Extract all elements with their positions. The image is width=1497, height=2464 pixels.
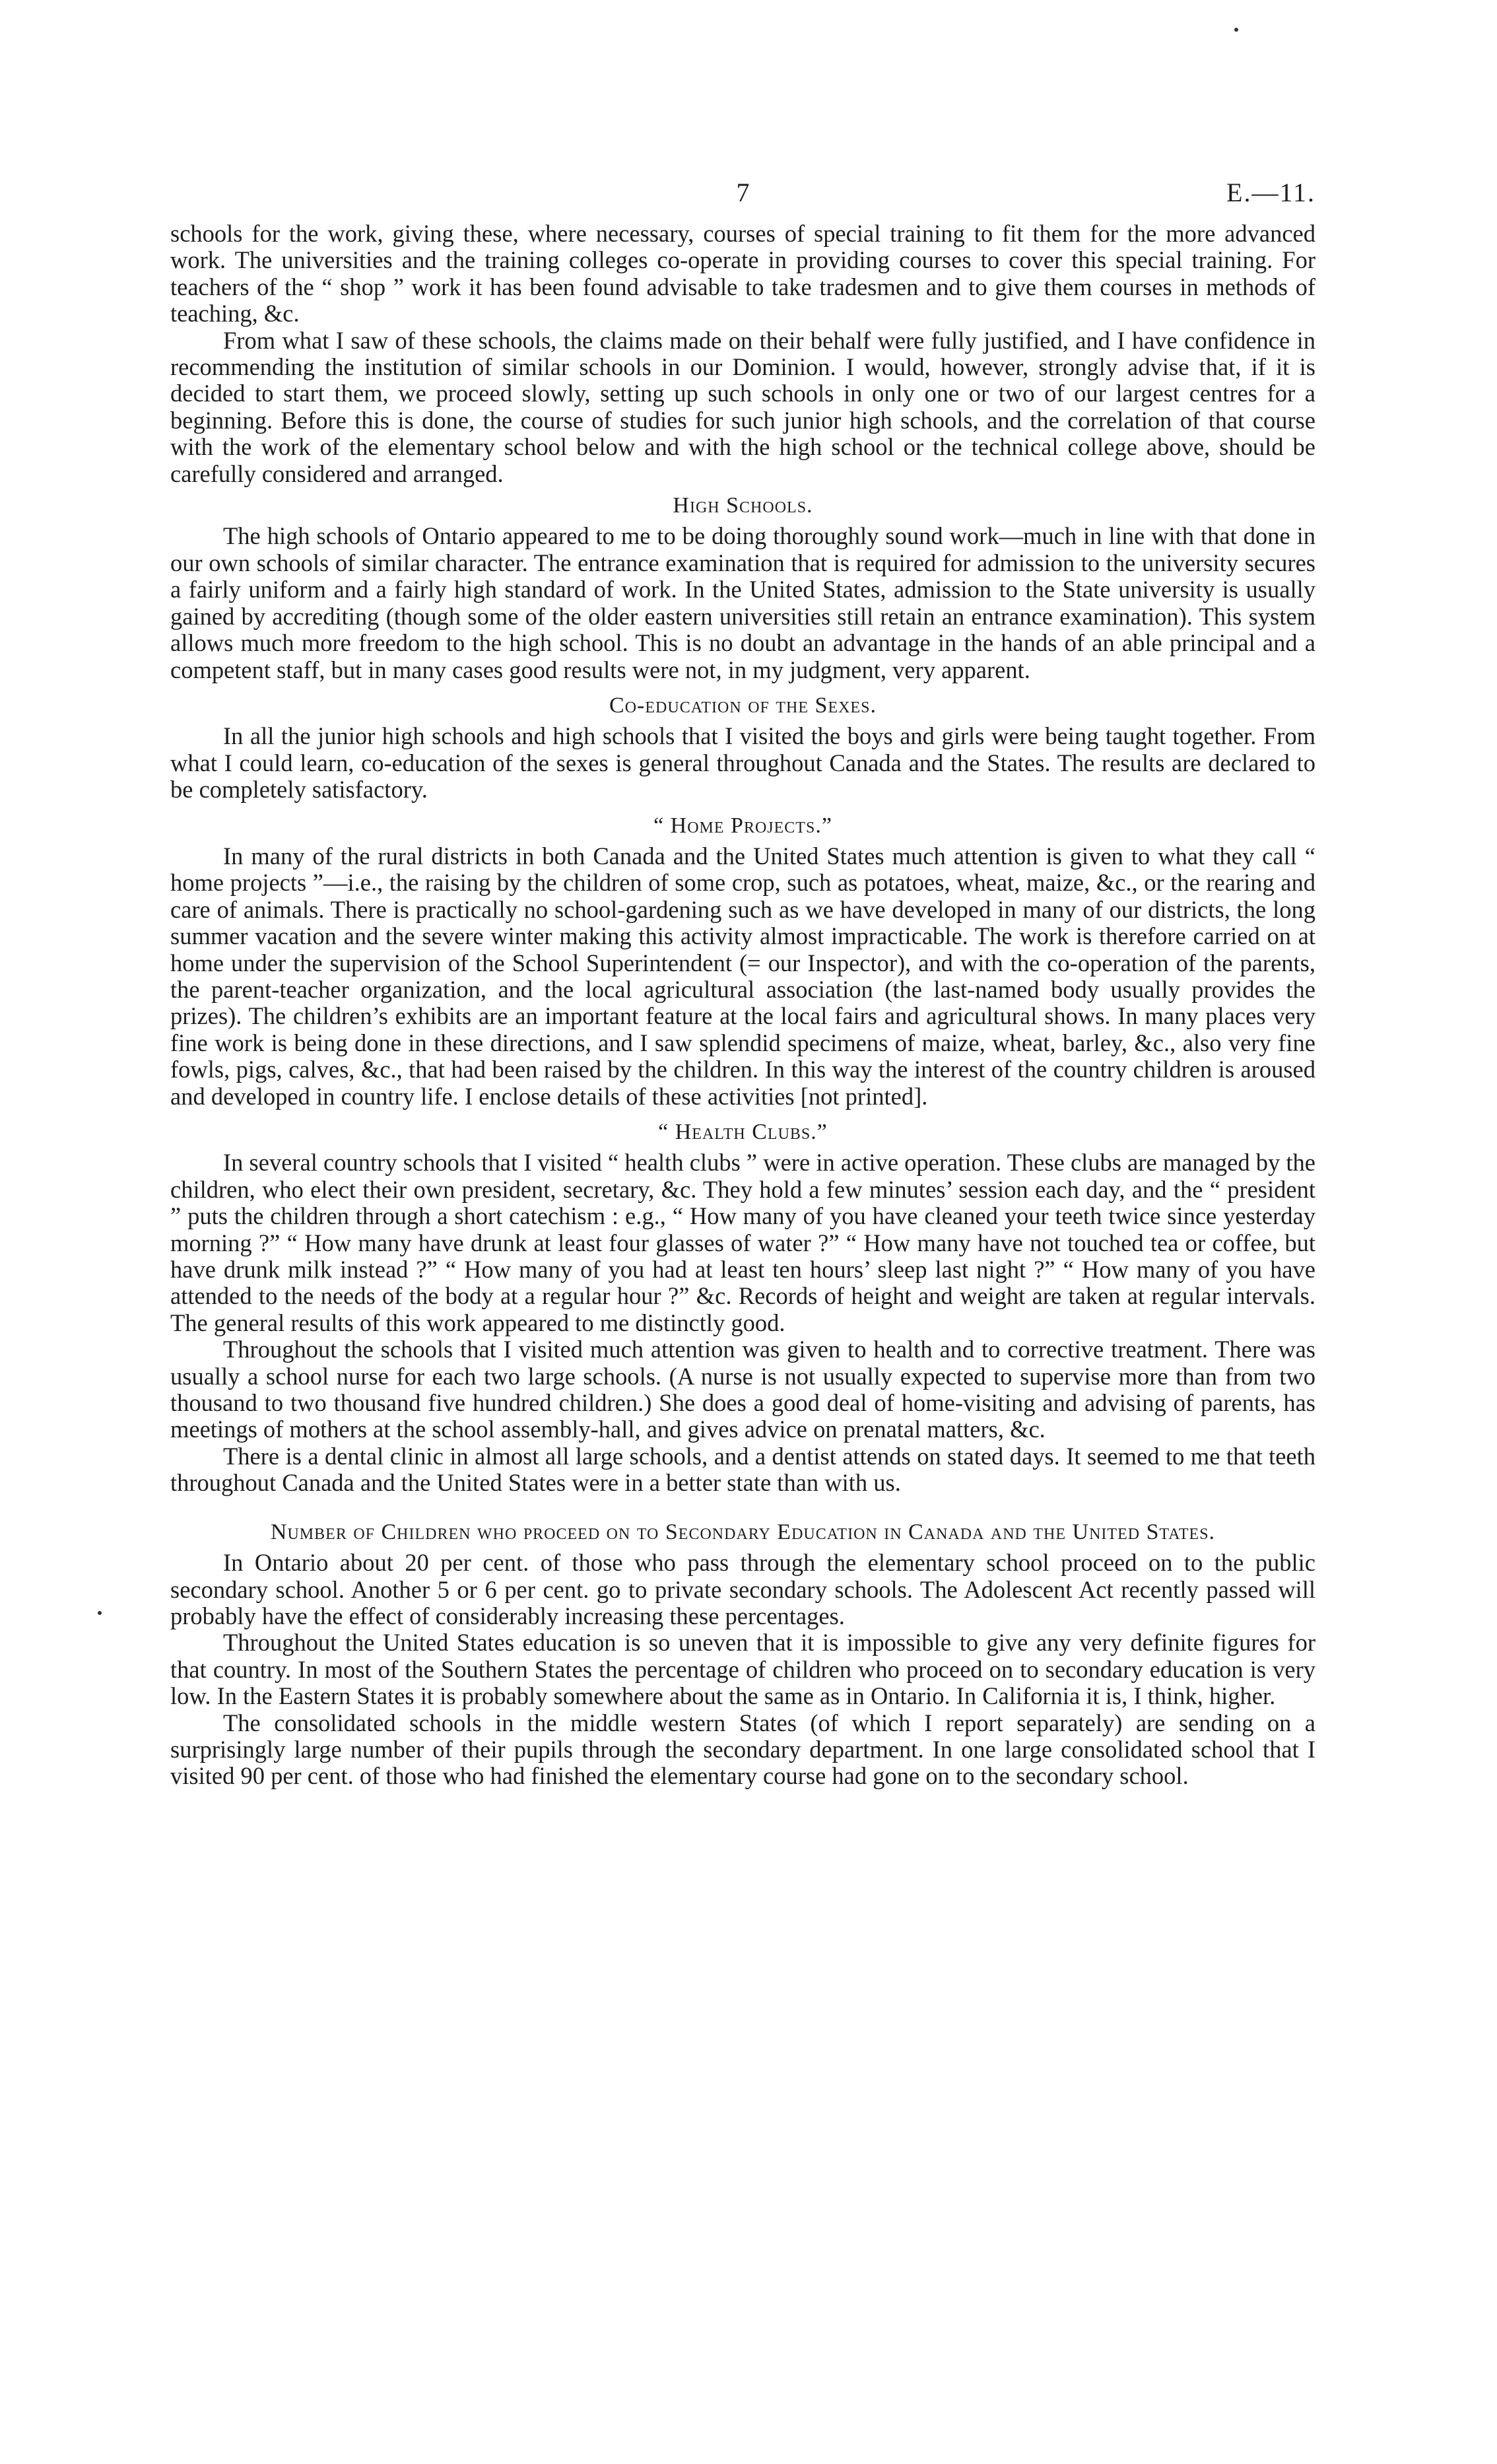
- intro-paragraph-continued: schools for the work, giving these, where necessary, courses of special training to fit them for the more advanced work. The universities and the training colleges co-operate in providing courses to cover this special training. For teachers of the “ shop ” work it has been found advisable to take tradesmen and to give them courses in methods of teaching, &c.: [170, 220, 1315, 327]
- coeducation-paragraph: In all the junior high schools and high schools that I visited the boys and girls were being taught together. From what I could learn, co-education of the sexes is general throughout Canada and the States. The results are declared to be completely satisfactory.: [170, 722, 1315, 804]
- section-heading-high-schools: High Schools.: [673, 493, 813, 518]
- secondary-paragraph-1: In Ontario about 20 per cent. of those who pass through the elementary school proceed on to the public secondary school. Another 5 or 6 per cent. go to private secondary schools. The Adolescent Act recently passed will probably have the effect of considerably increasing these percentages.: [170, 1549, 1315, 1629]
- health-clubs-paragraph-1: In several country schools that I visited “ health clubs ” were in active operation. These clubs are managed by the children, who elect their own president, secretary, &c. They hold a few minutes’ session each day, and the “ president ” puts the children through a short catechism : e.g., “ How many of you have cleaned your teeth twice since yesterday morning ?” “ How many have drunk at least four glasses of water ?” “ How many have not touched tea or coffee, but have drunk milk instead ?” “ How many of you had at least ten hours’ sleep last night ?” “ How many of you have attended to the needs of the body at a regular hour ?” &c. Records of height and weight are taken at regular intervals. The general results of this work appeared to me distinctly good.: [170, 1149, 1315, 1336]
- page-header: [170, 177, 1315, 221]
- section-heading-coeducation: Co-education of the Sexes.: [609, 693, 877, 718]
- section-heading-secondary-education: Number of Children who proceed on to Secondary Education in Canada and the United States.: [270, 1519, 1216, 1544]
- health-clubs-paragraph-2: Throughout the schools that I visited much attention was given to health and to corrective treatment. There was usually a school nurse for each two large schools. (A nurse is not usually expected to supervise more than from two thousand to two thousand five hundred children.) She does a good deal of home-visiting and advising of parents, has meetings of mothers at the school assembly-hall, and gives advice on prenatal matters, &c.: [170, 1336, 1315, 1443]
- secondary-paragraph-2: Throughout the United States education is so uneven that it is impossible to give any very definite figures for that country. In most of the Southern States the percentage of children who proceed on to secondary education is very low. In the Eastern States it is probably somewhere about the same as in Ontario. In California it is, I think, higher.: [170, 1629, 1315, 1710]
- section-heading-home-projects: “ Home Projects.”: [653, 813, 832, 838]
- scan-speck-margin: [98, 1611, 102, 1615]
- section-heading-health-clubs: “ Health Clubs.”: [658, 1120, 828, 1144]
- document-reference: E.—11.: [1226, 178, 1315, 207]
- page-number: 7: [736, 178, 750, 207]
- home-projects-paragraph: In many of the rural districts in both Canada and the United States much attention is given to what they call “ home projects ”—i.e., the raising by the children of some crop, such as potatoes, wheat, maize, &c., or the rearing and care of animals. There is practically no school-gardening such as we have developed in many of our districts, the long summer vacation and the severe winter making this activity almost impracticable. The work is therefore carried on at home under the supervision of the School Superintendent (= our Inspector), and with the co-operation of the parents, the parent-teacher organization, and the local agricultural association (the last-named body usually provides the prizes). The children’s exhibits are an important feature at the local fairs and agricultural shows. In many places very fine work is being done in these directions, and I saw splendid specimens of maize, wheat, barley, &c., also very fine fowls, pigs, calves, &c., that had been raised by the children. In this way the interest of the country children is aroused and developed in country life. I enclose details of these activities [not printed].: [170, 842, 1315, 1110]
- document-page: [170, 177, 1315, 1790]
- secondary-paragraph-3: The consolidated schools in the middle western States (of which I report separately) are sending on a surprisingly large number of their pupils through the secondary department. In one large consolidated school that I visited 90 per cent. of those who had finished the elementary course had gone on to the secondary school.: [170, 1709, 1315, 1790]
- scan-speck-top: [1234, 28, 1238, 32]
- intro-paragraph-2: From what I saw of these schools, the claims made on their behalf were fully justified, and I have confidence in recommending the institution of similar schools in our Dominion. I would, however, strongly advise that, if it is decided to start them, we proceed slowly, setting up such schools in only one or two of our largest centres for a beginning. Before this is done, the course of studies for such junior high schools, and the correlation of that course with the work of the elementary school below and with the high school or the technical college above, should be carefully considered and arranged.: [170, 326, 1315, 487]
- health-clubs-paragraph-3: There is a dental clinic in almost all large schools, and a dentist attends on stated days. It seemed to me that teeth throughout Canada and the United States were in a better state than with us.: [170, 1442, 1315, 1497]
- high-schools-paragraph: The high schools of Ontario appeared to me to be doing thoroughly sound work—much in line with that done in our own schools of similar character. The entrance examination that is required for admission to the university secures a fairly uniform and a fairly high standard of work. In the United States, admission to the State university is usually gained by accrediting (though some of the older eastern universities still retain an entrance examination). This system allows much more freedom to the high school. This is no doubt an advantage in the hands of an able principal and a competent staff, but in many cases good results were not, in my judgment, very apparent.: [170, 522, 1315, 683]
